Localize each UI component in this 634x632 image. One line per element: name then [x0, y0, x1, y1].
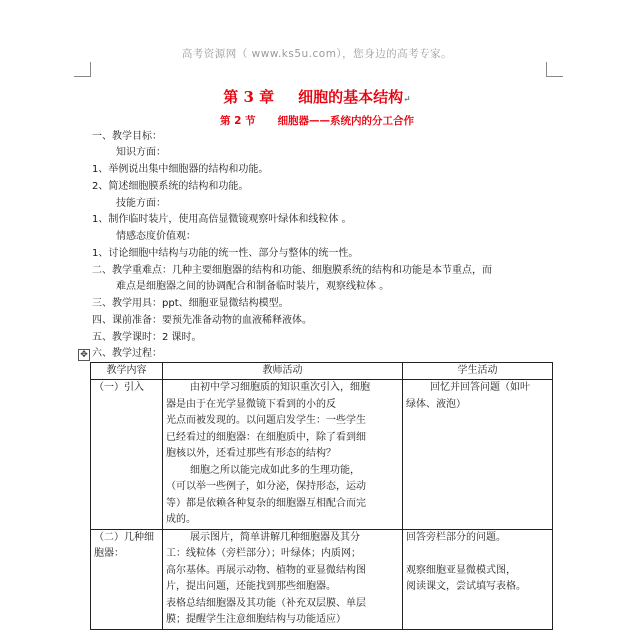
table-row [91, 529, 553, 629]
cell-text: （一）引入 [94, 382, 144, 393]
cell-text: 片，提出问题，还能找到那些细胞器。 [166, 581, 336, 592]
cell-text: 绿体、液泡） [406, 398, 466, 410]
cell-text: 胞器： [94, 548, 124, 559]
cell-text: 已经看过的细胞器：在细胞质中，除了看到细 [166, 431, 366, 443]
body-line: 六、教学过程： [92, 348, 162, 359]
cell-text: 细胞之所以能完成如此多的生理功能， [190, 464, 360, 476]
cell-text: （可以举一些例子，如分泌，保持形态，运动 [166, 481, 366, 492]
cell-text: 高尔基体。再展示动物、植物的亚显微结构图 [166, 564, 366, 576]
cell-text: 器是由于在光学显微镜下看到的小的反 [166, 398, 336, 410]
chapter-number: 第 3 章 [223, 88, 275, 106]
page-corner-mark-left [74, 62, 91, 77]
content-cell [91, 529, 163, 629]
cell-text: 胞核以外，还看过那些有形态的结构？ [166, 448, 336, 459]
student-cell [403, 529, 553, 629]
cell-text: 阅读课文，尝试填写表格。 [406, 581, 526, 592]
chapter-name: 细胞的基本结构 [298, 88, 404, 106]
cell-text: 回忆并回答问题（如叶 [430, 382, 530, 393]
body-line: 三、教学用具：ppt、细胞亚显微结构模型。 [92, 298, 289, 309]
paragraph-mark: ↵ [403, 95, 411, 105]
body-line: 2、简述细胞膜系统的结构和功能。 [92, 181, 249, 192]
cell-text: 膜；提醒学生注意细胞结构与功能适应） [166, 614, 346, 625]
cell-text: 表格总结细胞器及其功能（补充双层膜、单层 [166, 597, 366, 609]
section-number: 第 2 节 [219, 115, 256, 127]
body-line: 1、制作临时装片，使用高倍显微镜观察叶绿体和线粒体 。 [92, 214, 352, 225]
cell-text: 由初中学习细胞质的知识重次引入，细胞 [190, 382, 370, 393]
table-header-cell: 学生活动 [403, 363, 553, 380]
table-header-row [91, 363, 553, 380]
body-line: 1、举例说出集中细胞器的结构和功能。 [92, 164, 269, 175]
body-line: 难点是细胞器之间的协调配合和制备临时装片，观察线粒体 。 [116, 281, 390, 292]
teacher-cell [163, 380, 403, 530]
cell-text: 展示图片，简单讲解几种细胞器及其分 [190, 531, 360, 543]
table-move-handle-icon[interactable]: ✥ [78, 349, 90, 361]
cell-text: 光点而被发现的。以问题启发学生：一些学生 [166, 415, 366, 426]
body-line: 1、讨论细胞中结构与功能的统一性、部分与整体的统一性。 [92, 248, 359, 259]
cell-text [406, 546, 549, 563]
body-line: 技能方面： [116, 198, 166, 209]
cell-text: 成的。 [166, 514, 196, 525]
lesson-table [90, 362, 553, 630]
cell-text: 回答旁栏部分的问题。 [406, 531, 506, 543]
table-header-cell: 教学内容 [91, 363, 163, 380]
cell-text: （二）几种细 [94, 531, 154, 543]
cell-text: 工：线粒体（旁栏部分）；叶绿体；内质网； [166, 548, 361, 559]
body-line: 四、课前准备：要预先准备动物的血液稀释液体。 [92, 315, 312, 326]
section-title [0, 113, 634, 128]
table-row [91, 380, 553, 530]
cell-text: 等）都是依赖各种复杂的细胞器互相配合而完 [166, 497, 366, 509]
watermark-header: 高考资源网（ www.ks5u.com），您身边的高考专家。 [181, 48, 453, 60]
chapter-title [0, 86, 634, 107]
body-line: 五、教学课时：2 课时。 [92, 332, 202, 343]
student-cell [403, 380, 553, 530]
cell-text: 观察细胞亚显微模式图， [406, 564, 516, 576]
body-line: 情感态度价值观： [116, 231, 196, 242]
body-line: 知识方面： [116, 147, 166, 158]
page-corner-mark-right [546, 62, 563, 77]
table-header-cell: 教师活动 [163, 363, 403, 380]
body-line: 二、教学重难点：几种主要细胞器的结构和功能、细胞膜系统的结构和功能是本节重点，而 [92, 265, 492, 276]
section-name: 细胞器——系统内的分工合作 [277, 115, 415, 127]
teacher-cell [163, 529, 403, 629]
body-line: 一、教学目标： [92, 131, 162, 142]
content-cell [91, 380, 163, 530]
